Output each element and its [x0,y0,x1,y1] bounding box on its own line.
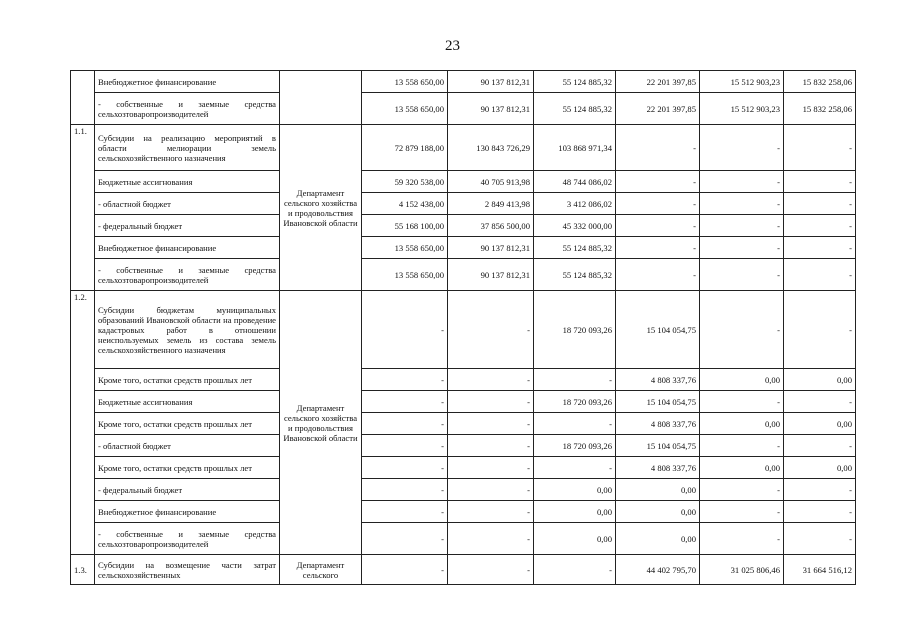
value-cell: 13 558 650,00 [362,259,448,291]
row-description: Кроме того, остатки средств прошлых лет [95,457,280,479]
value-cell: - [700,501,784,523]
value-cell: 59 320 538,00 [362,171,448,193]
row-description: Бюджетные ассигнования [95,391,280,413]
table-row [71,93,856,125]
row-description: Бюджетные ассигнования [95,171,280,193]
value-cell: - [700,237,784,259]
value-cell: 130 843 726,29 [448,125,534,171]
index-cell [71,71,95,125]
value-cell: - [448,413,534,435]
row-description: Внебюджетное финансирование [95,237,280,259]
value-cell: 15 512 903,23 [700,93,784,125]
budget-table [70,70,856,585]
value-cell: - [616,259,700,291]
value-cell: - [700,523,784,555]
value-cell: 55 124 885,32 [534,237,616,259]
value-cell: - [784,501,856,523]
value-cell: 15 104 054,75 [616,291,700,369]
value-cell: 18 720 093,26 [534,291,616,369]
row-description: - федеральный бюджет [95,479,280,501]
value-cell: - [700,171,784,193]
value-cell: 15 832 258,06 [784,71,856,93]
page-number: 23 [445,38,460,54]
value-cell: 90 137 812,31 [448,237,534,259]
value-cell: - [362,555,448,585]
value-cell: - [700,193,784,215]
value-cell: - [616,125,700,171]
table-row [71,555,856,585]
value-cell: 2 849 413,98 [448,193,534,215]
value-cell: 13 558 650,00 [362,237,448,259]
value-cell: 45 332 000,00 [534,215,616,237]
executor-cell: Департамент сельского хозяйства и продовольствия Ивановской области [280,125,362,291]
value-cell: - [534,413,616,435]
value-cell: - [534,457,616,479]
row-description: Внебюджетное финансирование [95,501,280,523]
table-row [71,391,856,413]
value-cell: - [784,237,856,259]
value-cell: 18 720 093,26 [534,391,616,413]
value-cell: 0,00 [700,413,784,435]
table-row [71,193,856,215]
value-cell: - [616,215,700,237]
value-cell: - [616,193,700,215]
table-row [71,523,856,555]
value-cell: 44 402 795,70 [616,555,700,585]
value-cell: 15 104 054,75 [616,435,700,457]
value-cell: - [700,125,784,171]
value-cell: 0,00 [534,523,616,555]
row-description: Субсидии бюджетам муниципальных образований Ивановской области на проведение кадастровых работ в отношении неиспользуемых земель из состава земель сельскохозяйственного назначения [95,291,280,369]
value-cell: 0,00 [784,369,856,391]
value-cell: 15 832 258,06 [784,93,856,125]
table-row [71,291,856,369]
value-cell: - [784,125,856,171]
value-cell: - [700,291,784,369]
value-cell: - [700,391,784,413]
table-row [71,457,856,479]
value-cell: 22 201 397,85 [616,71,700,93]
row-index: 1.3. [71,555,95,585]
table-row [71,435,856,457]
value-cell: - [448,479,534,501]
value-cell: - [616,171,700,193]
value-cell: - [362,435,448,457]
executor-cell: Департамент сельского [280,555,362,585]
value-cell: - [362,479,448,501]
value-cell: 4 808 337,76 [616,413,700,435]
value-cell: 0,00 [616,523,700,555]
value-cell: 15 512 903,23 [700,71,784,93]
row-description: Субсидии на реализацию мероприятий в области мелиорации земель сельскохозяйственного назначения [95,125,280,171]
value-cell: 0,00 [784,413,856,435]
value-cell: - [784,523,856,555]
value-cell: 18 720 093,26 [534,435,616,457]
table-row [71,413,856,435]
row-index: 1.2. [71,291,95,555]
value-cell: 0,00 [700,457,784,479]
value-cell: - [448,291,534,369]
value-cell: 0,00 [784,457,856,479]
row-index: 1.1. [71,125,95,291]
value-cell: 55 124 885,32 [534,259,616,291]
row-description: - собственные и заемные средства сельхозтоваропроизводителей [95,259,280,291]
value-cell: - [700,259,784,291]
value-cell: - [784,193,856,215]
value-cell: 90 137 812,31 [448,259,534,291]
row-description: - областной бюджет [95,193,280,215]
row-description: - собственные и заемные средства сельхозтоваропроизводителей [95,523,280,555]
value-cell: - [784,479,856,501]
value-cell: - [784,259,856,291]
value-cell: 31 025 806,46 [700,555,784,585]
value-cell: - [448,457,534,479]
value-cell: - [448,555,534,585]
value-cell: - [784,435,856,457]
row-description: Кроме того, остатки средств прошлых лет [95,369,280,391]
row-description: Субсидии на возмещение части затрат сельскохозяйственных [95,555,280,585]
table-row [71,259,856,291]
value-cell: 55 124 885,32 [534,93,616,125]
row-description: Кроме того, остатки средств прошлых лет [95,413,280,435]
value-cell: - [362,291,448,369]
value-cell: 4 808 337,76 [616,369,700,391]
value-cell: - [700,479,784,501]
value-cell: - [784,215,856,237]
table-row [71,479,856,501]
executor-cell [280,71,362,125]
value-cell: 55 124 885,32 [534,71,616,93]
value-cell: 0,00 [700,369,784,391]
table-row [71,125,856,171]
row-description: - федеральный бюджет [95,215,280,237]
table-row [71,71,856,93]
value-cell: - [784,391,856,413]
value-cell: - [362,501,448,523]
table-row [71,237,856,259]
value-cell: 13 558 650,00 [362,71,448,93]
value-cell: - [700,435,784,457]
value-cell: - [448,523,534,555]
value-cell: 3 412 086,02 [534,193,616,215]
value-cell: 0,00 [534,479,616,501]
value-cell: - [362,457,448,479]
value-cell: - [700,215,784,237]
value-cell: 22 201 397,85 [616,93,700,125]
value-cell: - [362,391,448,413]
value-cell: 90 137 812,31 [448,71,534,93]
value-cell: 0,00 [534,501,616,523]
value-cell: 15 104 054,75 [616,391,700,413]
value-cell: 48 744 086,02 [534,171,616,193]
table-row [71,171,856,193]
value-cell: 72 879 188,00 [362,125,448,171]
value-cell: - [784,171,856,193]
value-cell: 55 168 100,00 [362,215,448,237]
table-body [71,71,856,585]
value-cell: - [448,391,534,413]
value-cell: - [534,555,616,585]
value-cell: 31 664 516,12 [784,555,856,585]
value-cell: - [448,501,534,523]
value-cell: - [784,291,856,369]
value-cell: - [616,237,700,259]
value-cell: 90 137 812,31 [448,93,534,125]
value-cell: 4 808 337,76 [616,457,700,479]
value-cell: 0,00 [616,479,700,501]
value-cell: 4 152 438,00 [362,193,448,215]
value-cell: 0,00 [616,501,700,523]
row-description: Внебюджетное финансирование [95,71,280,93]
value-cell: 40 705 913,98 [448,171,534,193]
value-cell: - [448,435,534,457]
value-cell: - [534,369,616,391]
value-cell: - [362,413,448,435]
value-cell: - [448,369,534,391]
value-cell: 13 558 650,00 [362,93,448,125]
row-description: - областной бюджет [95,435,280,457]
table-row [71,501,856,523]
table-row [71,369,856,391]
value-cell: 103 868 971,34 [534,125,616,171]
value-cell: - [362,523,448,555]
value-cell: - [362,369,448,391]
value-cell: 37 856 500,00 [448,215,534,237]
executor-cell: Департамент сельского хозяйства и продовольствия Ивановской области [280,291,362,555]
table-row [71,215,856,237]
row-description: - собственные и заемные средства сельхозтоваропроизводителей [95,93,280,125]
